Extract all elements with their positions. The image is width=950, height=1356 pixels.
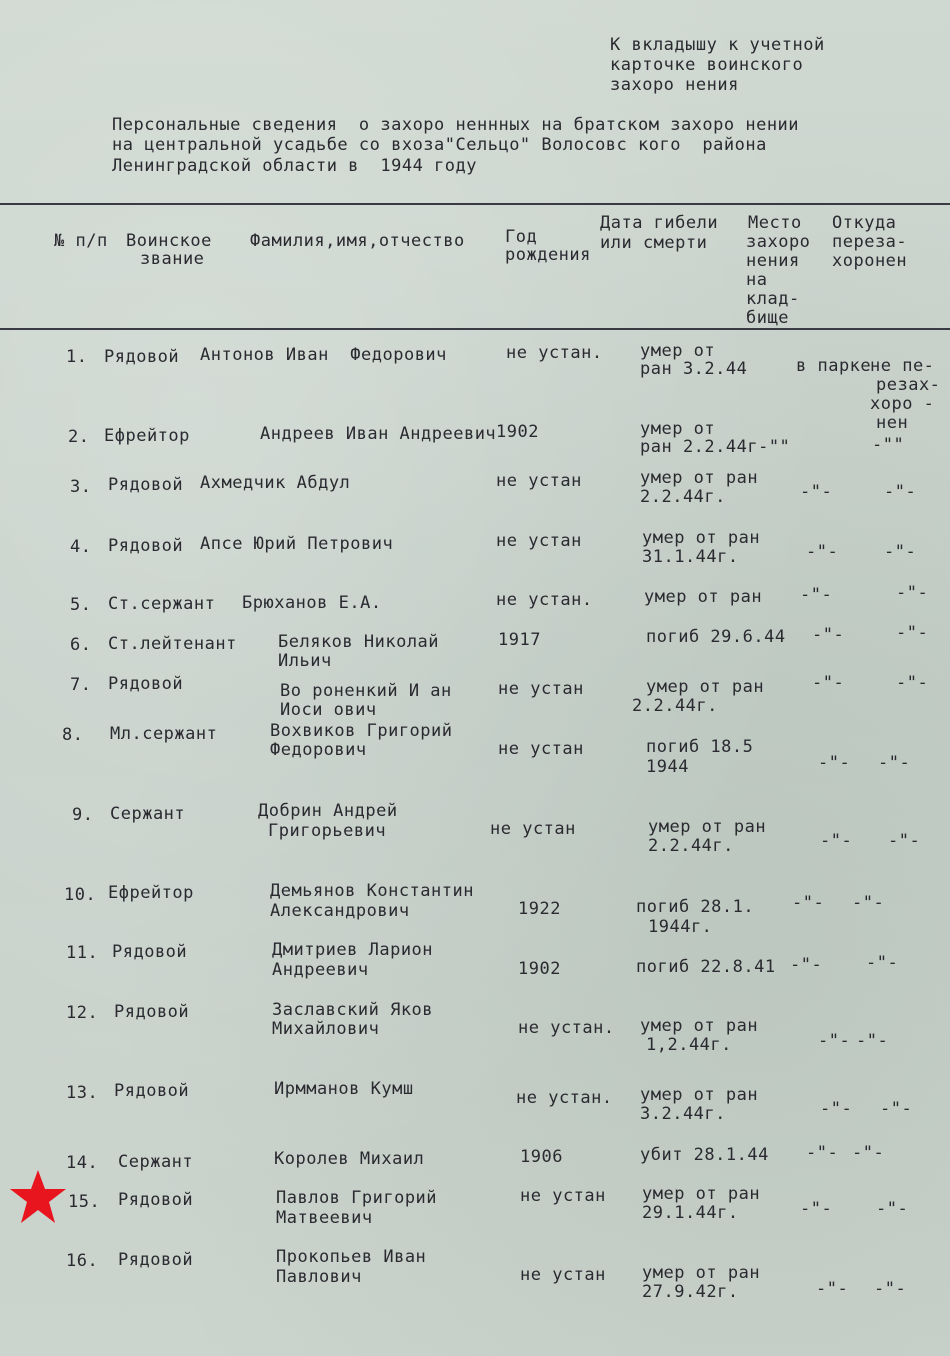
- row-rank: Рядовой: [114, 1002, 190, 1022]
- row-birth-year: не устан: [498, 679, 584, 699]
- annex-line-3: захоро нения: [610, 75, 739, 95]
- row-from: не пе-: [870, 356, 935, 376]
- row-birth-year: 1906: [520, 1147, 563, 1167]
- row-rank: Ст.сержант: [108, 594, 216, 614]
- row-from: -"-: [856, 1031, 889, 1051]
- row-num: 13.: [66, 1083, 99, 1103]
- row-rank: Рядовой: [114, 1081, 190, 1101]
- row-death: умер от ран: [642, 528, 761, 548]
- row-death: 1944г.: [648, 917, 713, 937]
- row-name: Добрин Андрей: [258, 801, 398, 821]
- row-name: Ильич: [278, 651, 332, 671]
- row-death: 2.2.44г.: [648, 836, 734, 856]
- row-death: умер от ран: [642, 1263, 761, 1283]
- row-name: Во роненкий И ан: [280, 681, 452, 701]
- row-birth-year: 1902: [496, 422, 539, 442]
- row-birth-year: не устан.: [506, 343, 603, 363]
- row-death: умер от: [640, 341, 716, 361]
- row-num: 1.: [66, 347, 88, 367]
- title-line-3: Ленинградской области в 1944 году: [112, 156, 477, 176]
- row-death: 31.1.44г.: [642, 547, 739, 567]
- row-rank: Ефрейтор: [104, 426, 190, 446]
- row-death: 2.2.44г.: [640, 487, 726, 507]
- row-death: умер от: [640, 419, 716, 439]
- red-star-icon: [8, 1168, 68, 1226]
- col-from-2: переза-: [832, 232, 908, 252]
- row-name: Андреев Иван Андреевич: [260, 424, 497, 444]
- row-death: 1944: [646, 757, 689, 777]
- row-birth-year: не устан: [496, 531, 582, 551]
- row-birth-year: 1917: [498, 630, 541, 650]
- row-num: 15.: [68, 1192, 101, 1212]
- row-death: умер от ран: [642, 1184, 761, 1204]
- row-rank: Рядовой: [118, 1190, 194, 1210]
- row-death: 3.2.44г.: [640, 1104, 726, 1124]
- row-death: 27.9.42г.: [642, 1282, 739, 1302]
- row-from: -"-: [896, 623, 929, 643]
- col-name: Фамилия,имя,отчество: [250, 231, 465, 251]
- table-header-rule: [0, 328, 950, 330]
- row-death: 1,2.44г.: [646, 1035, 732, 1055]
- row-place: -"-: [818, 753, 851, 773]
- col-rank-2: звание: [140, 249, 205, 269]
- row-death: погиб 28.1.: [636, 897, 755, 917]
- row-death: умер от ран: [640, 1085, 759, 1105]
- row-rank: Мл.сержант: [110, 724, 218, 744]
- row-num: 2.: [68, 427, 90, 447]
- row-name: Прокопьев Иван: [276, 1247, 427, 1267]
- row-name: Михайлович: [272, 1019, 380, 1039]
- row-place: -"-: [806, 542, 839, 562]
- row-place: -"-: [800, 1199, 833, 1219]
- row-num: 11.: [66, 943, 99, 963]
- row-death: убит 28.1.44: [640, 1145, 769, 1165]
- row-death: умер от ран: [640, 1016, 759, 1036]
- row-death: погиб 18.5: [646, 737, 754, 757]
- row-name: Андреевич: [272, 960, 369, 980]
- row-num: 5.: [70, 595, 92, 615]
- row-place: -"-: [812, 673, 845, 693]
- row-death: ран 3.2.44: [640, 359, 748, 379]
- table-top-rule: [0, 203, 950, 205]
- col-place-6: бище: [746, 308, 789, 328]
- row-from: -"-: [878, 753, 911, 773]
- row-death: умер от ран: [644, 587, 763, 607]
- row-place: -"-: [820, 831, 853, 851]
- row-rank: Сержант: [118, 1152, 194, 1172]
- row-place: -"-: [800, 482, 833, 502]
- col-place-3: нения: [746, 251, 800, 271]
- row-num: 6.: [70, 635, 92, 655]
- row-num: 16.: [66, 1251, 99, 1271]
- row-name: Дмитриев Ларион: [272, 940, 434, 960]
- row-rank: Ст.лейтенант: [108, 634, 237, 654]
- row-num: 8.: [62, 725, 84, 745]
- col-place-4: на: [746, 270, 768, 290]
- row-death: 2.2.44г.: [632, 696, 718, 716]
- row-death: умер от ран: [646, 677, 765, 697]
- row-num: 12.: [66, 1003, 99, 1023]
- row-from: -"-: [876, 1199, 909, 1219]
- row-name: Ирмманов Кумш: [274, 1079, 414, 1099]
- row-place: -"-: [820, 1099, 853, 1119]
- row-birth-year: не устан: [490, 819, 576, 839]
- row-birth-year: не устан.: [516, 1088, 613, 1108]
- row-death: умер от ран: [640, 468, 759, 488]
- col-from-1: Откуда: [832, 213, 897, 233]
- row-num: 3.: [70, 477, 92, 497]
- row-rank: Рядовой: [118, 1250, 194, 1270]
- row-birth-year: 1922: [518, 899, 561, 919]
- row-rank: Рядовой: [112, 942, 188, 962]
- row-rank: Рядовой: [104, 347, 180, 367]
- row-name: Королев Михаил: [274, 1149, 425, 1169]
- row-from: -"-: [852, 1143, 885, 1163]
- row-birth-year: 1902: [518, 959, 561, 979]
- row-birth-year: не устан.: [518, 1018, 615, 1038]
- row-from: -"-: [880, 1099, 913, 1119]
- row-name: Заславский Яков: [272, 1000, 434, 1020]
- row-from: -"-: [884, 482, 917, 502]
- row-name: Антонов Иван Федорович: [200, 345, 447, 365]
- row-name: Иоси ович: [280, 700, 377, 720]
- row-place: -"-: [800, 585, 833, 605]
- row-death: погиб 29.6.44: [646, 627, 786, 647]
- row-name: Демьянов Константин: [270, 881, 474, 901]
- row-name: Павлов Григорий: [276, 1188, 438, 1208]
- row-num: 14.: [66, 1153, 99, 1173]
- row-from: нен: [876, 413, 909, 433]
- row-death: погиб 22.8.41: [636, 957, 776, 977]
- row-from: -"-: [874, 1279, 907, 1299]
- col-place-2: захоро: [746, 232, 811, 252]
- row-from: -"-: [888, 831, 921, 851]
- col-year-1: Год: [505, 227, 538, 247]
- row-rank: Рядовой: [108, 475, 184, 495]
- row-name: Павлович: [276, 1267, 362, 1287]
- row-from: -"-: [866, 953, 899, 973]
- row-rank: Рядовой: [108, 536, 184, 556]
- row-name: Вохвиков Григорий: [270, 721, 453, 741]
- row-birth-year: не устан: [520, 1186, 606, 1206]
- row-num: 9.: [72, 805, 94, 825]
- row-birth-year: не устан: [498, 739, 584, 759]
- row-place: -"-: [818, 1031, 851, 1051]
- row-from: резах-: [876, 375, 941, 395]
- col-place-1: Место: [748, 213, 802, 233]
- row-num: 10.: [64, 885, 97, 905]
- row-birth-year: не устан.: [496, 590, 593, 610]
- row-from: -"-: [896, 583, 929, 603]
- row-place: -"-: [792, 893, 825, 913]
- row-from: -"-: [884, 542, 917, 562]
- col-num: № п/п: [54, 231, 108, 251]
- row-from: -"": [872, 435, 905, 455]
- row-death: 29.1.44г.: [642, 1203, 739, 1223]
- row-from: -"-: [852, 893, 885, 913]
- row-rank: Сержант: [110, 804, 186, 824]
- row-num: 7.: [70, 675, 92, 695]
- annex-line-2: карточке воинского: [610, 55, 804, 75]
- col-year-2: рождения: [505, 245, 591, 265]
- row-rank: Ефрейтор: [108, 883, 194, 903]
- col-place-5: клад-: [746, 289, 800, 309]
- annex-line-1: К вкладышу к учетной: [610, 35, 825, 55]
- row-death: умер от ран: [648, 817, 767, 837]
- row-name: Брюханов Е.А.: [242, 593, 382, 613]
- row-rank: Рядовой: [108, 674, 184, 694]
- title-line-1: Персональные сведения о захоро неннных на братском захоро нении: [112, 115, 800, 135]
- row-name: Апсе Юрий Петрович: [200, 534, 394, 554]
- row-death: ран 2.2.44г-"": [640, 437, 791, 457]
- row-name: Матвеевич: [276, 1208, 373, 1228]
- row-num: 4.: [70, 537, 92, 557]
- row-name: Григорьевич: [268, 821, 387, 841]
- row-place: -"-: [790, 955, 823, 975]
- title-line-2: на центральной усадьбе со вхоза"Сельцо" Волосовс кого района: [112, 135, 767, 155]
- col-rank-1: Воинское: [126, 231, 212, 251]
- row-birth-year: не устан: [496, 471, 582, 491]
- row-name: Федорович: [270, 740, 367, 760]
- col-death-1: Дата гибели: [600, 213, 719, 233]
- row-place: -"-: [812, 625, 845, 645]
- col-death-2: или смерти: [600, 233, 708, 253]
- row-from: хоро -: [870, 394, 935, 414]
- col-from-3: хоронен: [832, 251, 908, 271]
- row-name: Беляков Николай: [278, 632, 440, 652]
- row-place: -"-: [816, 1279, 849, 1299]
- row-name: Ахмедчик Абдул: [200, 473, 351, 493]
- row-birth-year: не устан: [520, 1265, 606, 1285]
- row-from: -"-: [896, 673, 929, 693]
- row-place: в парке: [796, 356, 872, 376]
- row-name: Александрович: [270, 901, 410, 921]
- row-place: -"-: [806, 1143, 839, 1163]
